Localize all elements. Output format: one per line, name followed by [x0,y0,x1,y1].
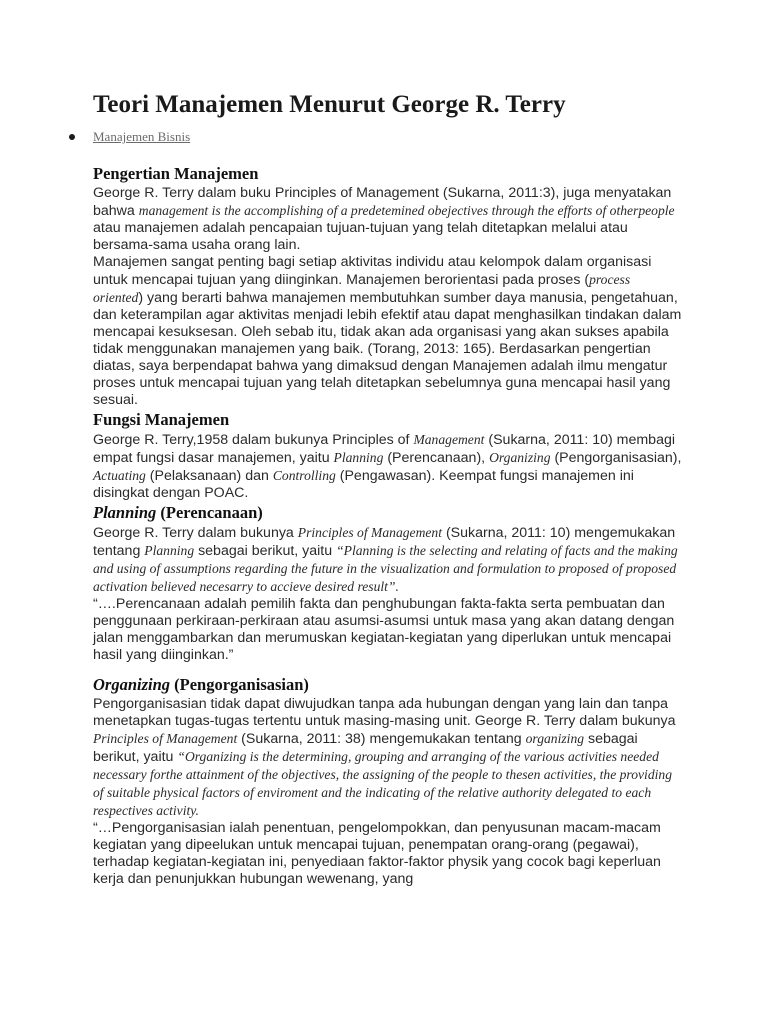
italic-text: Management [413,432,485,447]
article-body [93,163,683,888]
text-run: atau manajemen adalah pencapaian tujuan-tujuan yang telah ditetapkan melalui atau bersama-sama usaha orang lain. [93,220,628,253]
translation-paragraph: “….Perencanaan adalah pemilih fakta dan penghubungan fakta-fakta serta pembuatan dan penggunaan perkiraan-perkiraan atau asumsi-asumsi untuk masa yang akan datang dengan jalan menggambarkan dan merumuskan kegiatan-kegiatan yang diperlukan untuk mencapai hasil yang diinginkan.” [93,596,675,663]
italic-text: organizing [525,731,585,746]
heading-rest: (Pengorganisasian) [170,675,309,694]
text-run: sebagai berikut, yaitu [93,731,638,765]
italic-text: management is the accomplishing of a predetemined obejectives through the efforts of otherpeople [138,203,675,218]
italic-text: Planning [144,543,195,558]
paragraph [93,185,683,254]
section-heading-pengertian: Pengertian Manajemen [93,164,259,183]
heading-term: Organizing [93,675,171,694]
translation-paragraph: “…Pengorganisasian ialah penentuan, pengelompokkan, dan penyusunan macam-macam kegiatan yang dipeelukan untuk mencapai tujuan, penempatan orang-orang (pegawai), terhadap kegiatan-kegiatan ini, penyediaan faktor-faktor physik yang cocok bagi keperluan kerja dan penunjukkan hubungan wewenang, yang [93,820,661,887]
text-run: sebagai berikut, yaitu [194,543,337,559]
italic-text: process oriented [93,272,631,305]
category-link[interactable]: Manajemen Bisnis [93,129,191,144]
text-run: (Sukarna, 2011: 10) mengemukakan tentang [93,525,676,559]
text-run: (Pelaksanaan) dan [145,468,273,484]
text-run: Manajemen sangat penting bagi setiap aktivitas individu atau kelompok dalam organisasi untuk mencapai tujuan yang diinginkan. Manajemen berorientasi pada proses ( [93,254,652,288]
text-run: (Perencanaan), [383,450,490,466]
english-quote: “Planning is the selecting and relating of facts and the making and using of assumptions regarding the future in the visualization and formulation to proposed of proposed activation believed necesarry to accieve desired result”. [93,543,678,594]
text-run: George R. Terry dalam buku Principles of Management (Sukarna, 2011:3), juga menyatakan bahwa [93,185,672,219]
section-heading-planning [93,502,683,524]
text-run: George R. Terry,1958 dalam bukunya Principles of [93,432,414,448]
text-run: (Pengorganisasian), [550,450,682,466]
bullet-dot [69,134,75,140]
text-run: (Sukarna, 2011: 10) membagi empat fungsi dasar manajemen, yaitu [93,432,676,466]
italic-text: Planning [333,450,384,465]
text-run: ) yang berarti bahwa manajemen membutuhkan sumber daya manusia, pengetahuan, dan keterampilan agar aktivitas menjadi lebih efektif atau dapat menghasilkan tindakan dalam mencapai kesuksesan. Oleh sebab itu, tidak akan ada organisasi yang akan sukses apabila tidak menggunakan manajemen yang baik. (Torang, 2013: 165). Berdasarkan pengertian diatas, saya berpendapat bahwa yang dimaksud dengan Manajemen adalah ilmu mengatur proses untuk mencapai tujuan yang telah ditetapkan sebelumnya guna mencapai hasil yang sesuai. [93,290,682,408]
text-run: Pengorganisasian tidak dapat diwujudkan tanpa ada hubungan dengan yang lain dan tanpa menetapkan tugas-tugas tertentu untuk masing-masing unit. George R. Terry dalam bukunya [93,696,676,729]
italic-text: Principles of Management [93,731,238,746]
paragraph [93,524,683,596]
page-title: Teori Manajemen Menurut George R. Terry [93,91,566,118]
text-run: (Sukarna, 2011: 38) mengemukakan tentang [237,731,526,747]
heading-term: Planning [93,503,157,522]
spacer [93,664,683,674]
text-run: (Pengawasan). Keempat fungsi manajemen ini disingkat dengan POAC. [93,468,634,501]
heading-rest: (Perencanaan) [156,503,263,522]
italic-text: Actuating [93,468,146,483]
text-run: George R. Terry dalam bukunya [93,525,298,541]
italic-text: Controlling [272,468,336,483]
paragraph [93,254,683,409]
section-heading-fungsi: Fungsi Manajemen [93,410,230,429]
paragraph [93,696,683,820]
italic-text: Organizing [489,450,551,465]
italic-text: Principles of Management [297,525,442,540]
paragraph [93,431,683,502]
english-quote: “Organizing is the determining, grouping and arranging of the various activities needed necessary forthe attainment of the objectives, the assigning of the people to thesen activities, the providing of suitable physical factors of enviroment and the indicating of the relative authority delegated to each respectives activity. [93,749,672,818]
section-heading-organizing [93,674,683,696]
